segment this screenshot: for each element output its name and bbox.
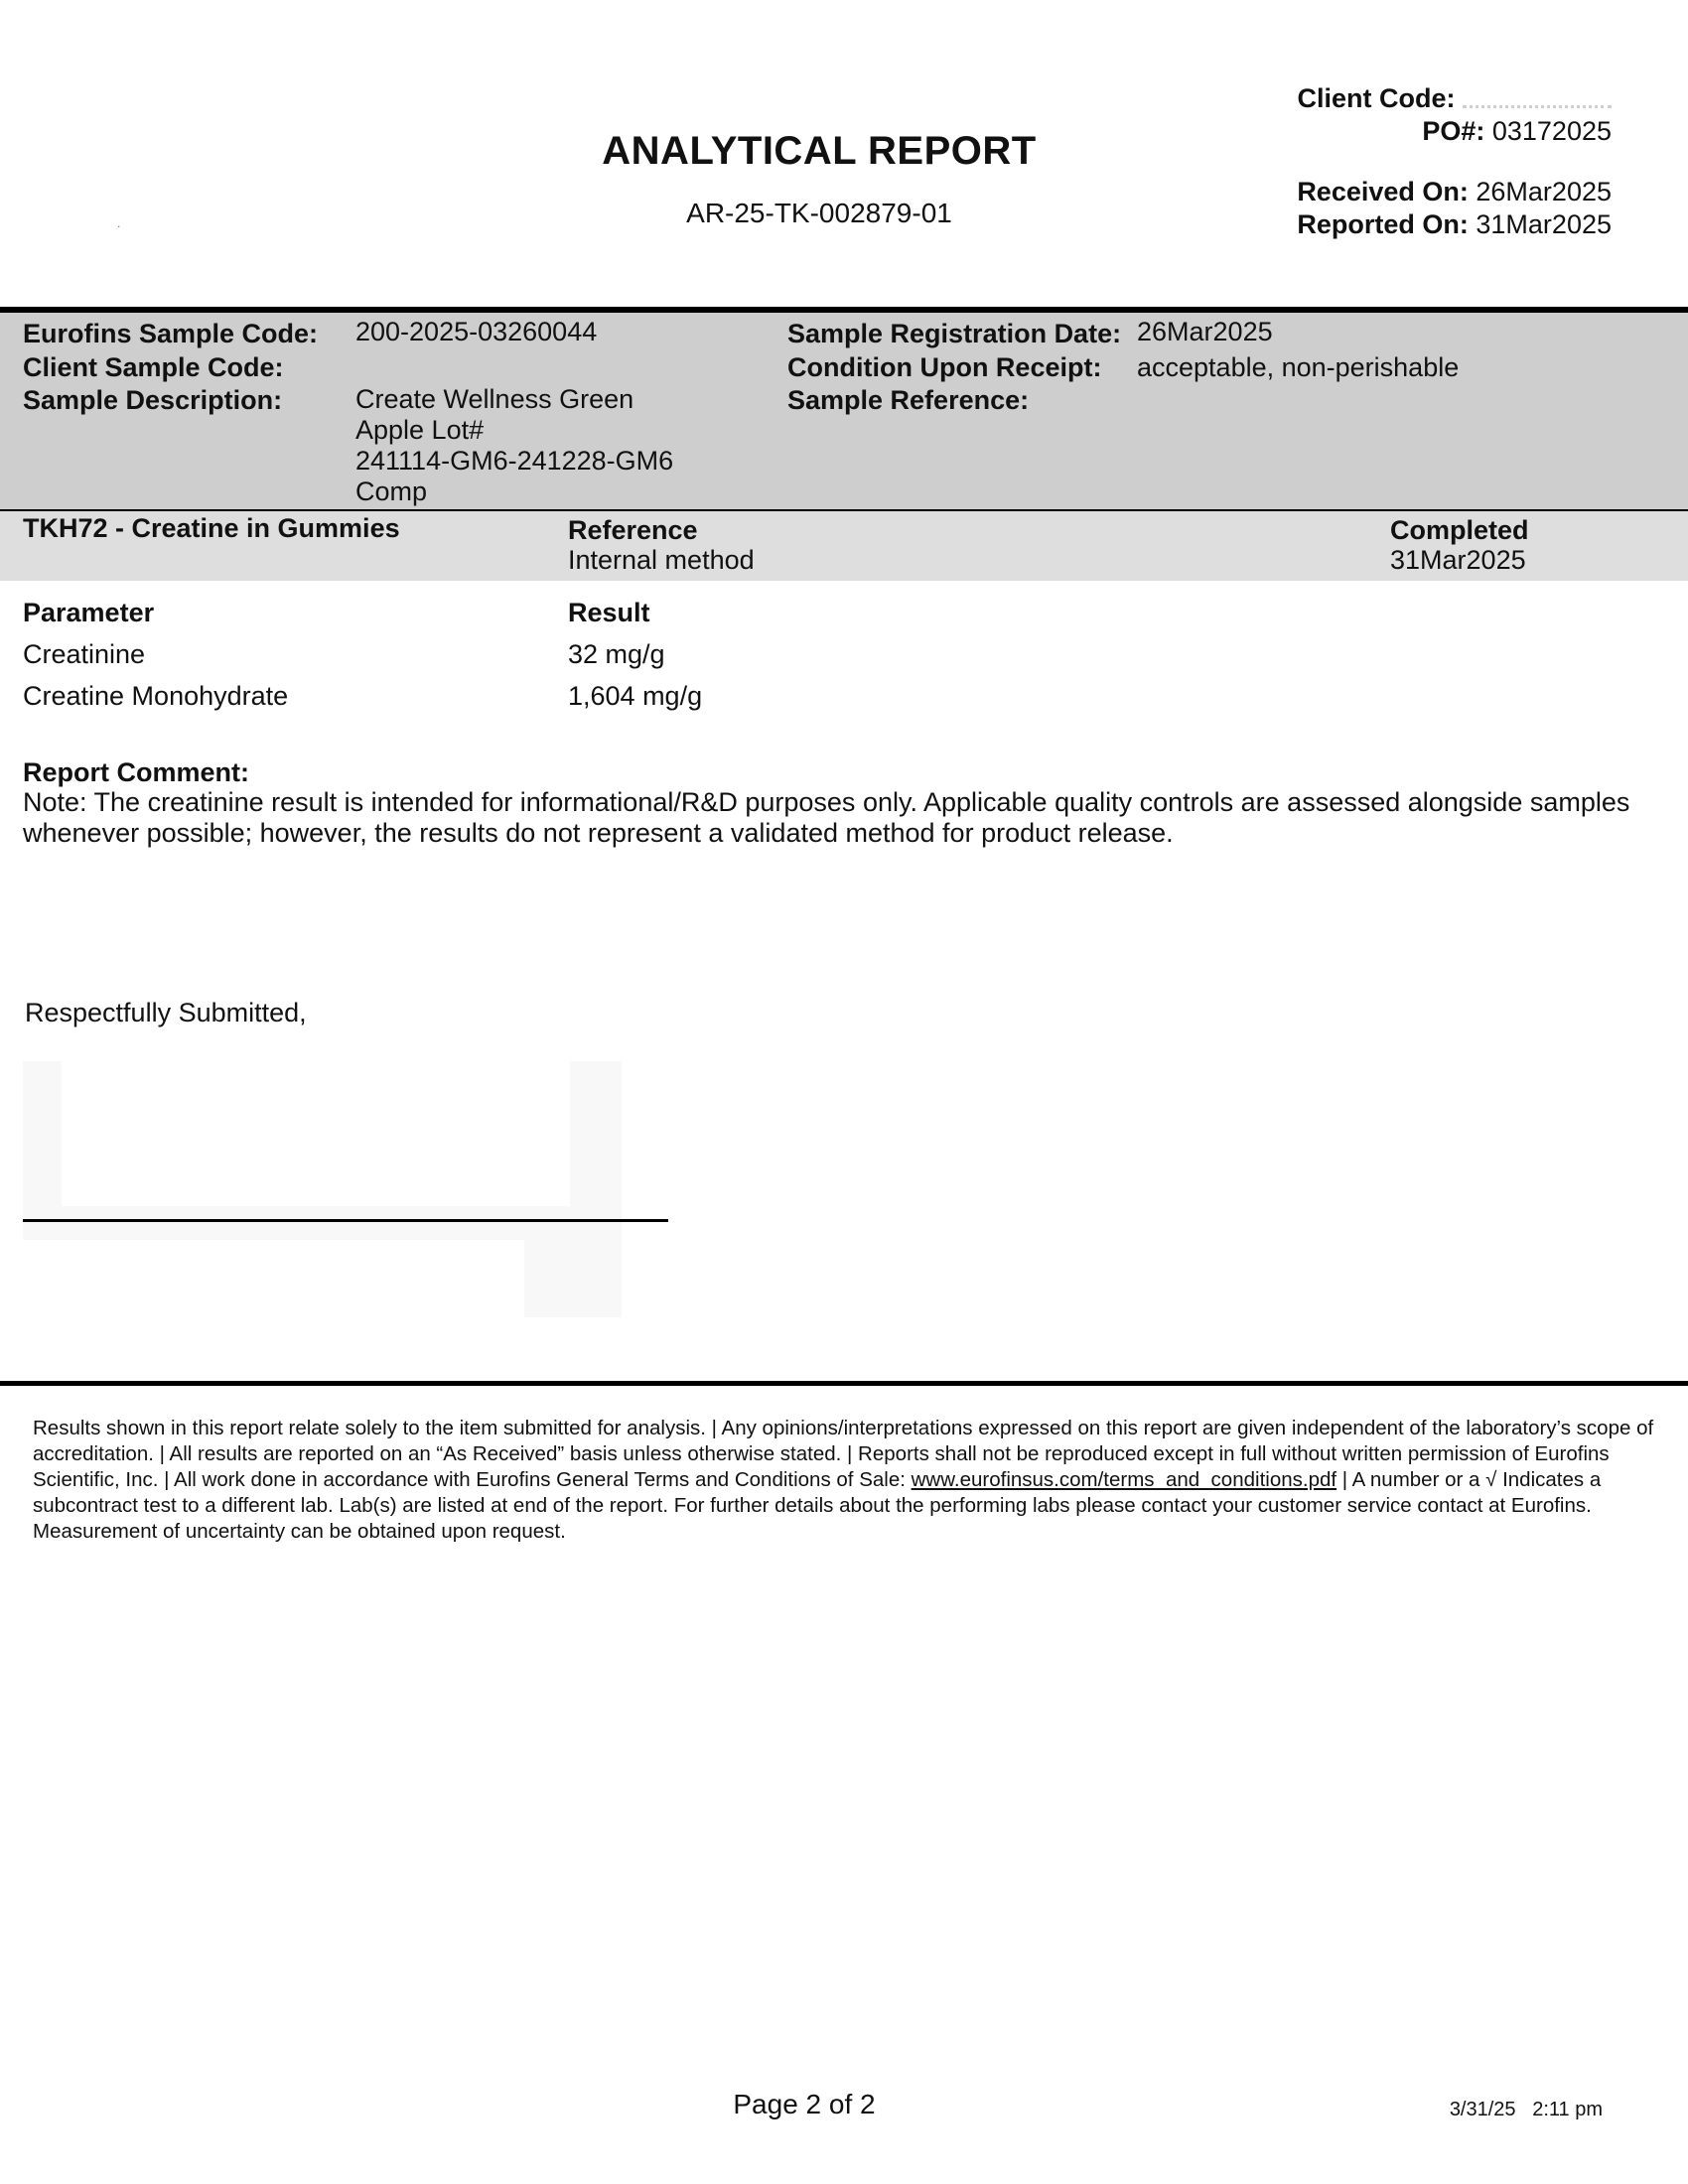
print-timestamp: 3/31/25 2:11 pm xyxy=(1449,2099,1603,2120)
table-row-result: 1,604 mg/g xyxy=(568,681,703,711)
client-code-label: Client Code: xyxy=(1297,83,1456,113)
client-sample-code-label: Client Sample Code: xyxy=(23,352,284,382)
table-row-result: 32 mg/g xyxy=(568,639,665,669)
reported-label: Reported On: xyxy=(1297,209,1469,239)
terms-link[interactable]: www.eurofinsus.com/terms_and_conditions.pdf xyxy=(911,1468,1337,1491)
footer-disclaimer xyxy=(33,1416,1661,1545)
eurofins-sample-code-value: 200-2025-03260044 xyxy=(355,317,598,346)
reported-value: 31Mar2025 xyxy=(1476,209,1612,239)
test-completed-value: 31Mar2025 xyxy=(1390,545,1526,575)
report-id: AR-25-TK-002879-01 xyxy=(686,198,952,228)
test-name: TKH72 - Creatine in Gummies xyxy=(23,513,400,543)
sample-description-value xyxy=(355,384,673,507)
footer-rule xyxy=(0,1381,1688,1386)
parameter-header: Parameter xyxy=(23,598,155,627)
closing-text: Respectfully Submitted, xyxy=(25,998,307,1027)
signature-name-area xyxy=(23,1240,524,1317)
received-value: 26Mar2025 xyxy=(1476,177,1612,206)
reported-line xyxy=(1297,207,1612,241)
po-value: 03172025 xyxy=(1491,116,1612,146)
received-label: Received On: xyxy=(1297,177,1469,206)
sample-description-line: Create Wellness Green xyxy=(355,384,634,414)
sample-description-line: Comp xyxy=(355,477,428,506)
condition-value: acceptable, non-perishable xyxy=(1137,352,1460,382)
sample-description-line: Apple Lot# xyxy=(355,415,485,445)
comment-label: Report Comment: xyxy=(23,757,249,787)
sample-description-line: 241114-GM6-241228-GM6 xyxy=(355,446,674,476)
test-completed-label: Completed xyxy=(1390,515,1529,545)
test-reference-label: Reference xyxy=(568,515,698,545)
table-row-parameter: Creatine Monohydrate xyxy=(23,681,289,711)
po-line xyxy=(1422,114,1612,148)
comment-text: Note: The creatinine result is intended for informational/R&D purposes only. Applicable quality controls are assessed alongside samples whenever possible; however, the results do not represent a validated method for product release. xyxy=(23,787,1630,848)
footer-text-part: | A number or a √ Indicates a subcontract test to a different lab. Lab(s) are listed at end of the report. For further details about the performing labs please contact your customer service contact at Eurofins. Measurement of uncertainty can be obtained upon request. xyxy=(33,1468,1602,1543)
logo-placeholder: . xyxy=(117,216,121,230)
result-header: Result xyxy=(568,598,650,627)
sample-reference-label: Sample Reference: xyxy=(787,385,1030,415)
sample-description-label: Sample Description: xyxy=(23,385,283,415)
client-code-line xyxy=(1297,81,1612,115)
registration-date-label: Sample Registration Date: xyxy=(787,319,1122,348)
po-label: PO#: xyxy=(1422,116,1485,146)
report-title: ANALYTICAL REPORT xyxy=(602,129,1037,173)
page-number: Page 2 of 2 xyxy=(733,2089,876,2119)
signature-image xyxy=(62,1061,570,1206)
registration-date-value: 26Mar2025 xyxy=(1137,317,1273,346)
condition-label: Condition Upon Receipt: xyxy=(787,352,1102,382)
signature-line xyxy=(23,1219,668,1222)
footer-text-part: Results shown in this report relate solely to the item submitted for analysis. | Any opinions/interpretations expressed on this report are given independent of the laboratory’s scope of accreditation. | All results are reported on an “As Received” basis unless otherwise stated. | Reports shall not be reproduced except in full without written permission of Eurofins Scientific, Inc. | All work done in accordance with Eurofins General Terms and Conditions of Sale: xyxy=(33,1417,1654,1491)
test-reference-value: Internal method xyxy=(568,545,755,575)
client-code-redacted xyxy=(1463,91,1612,108)
received-line xyxy=(1297,175,1612,208)
table-row-parameter: Creatinine xyxy=(23,639,146,669)
eurofins-sample-code-label: Eurofins Sample Code: xyxy=(23,319,319,348)
